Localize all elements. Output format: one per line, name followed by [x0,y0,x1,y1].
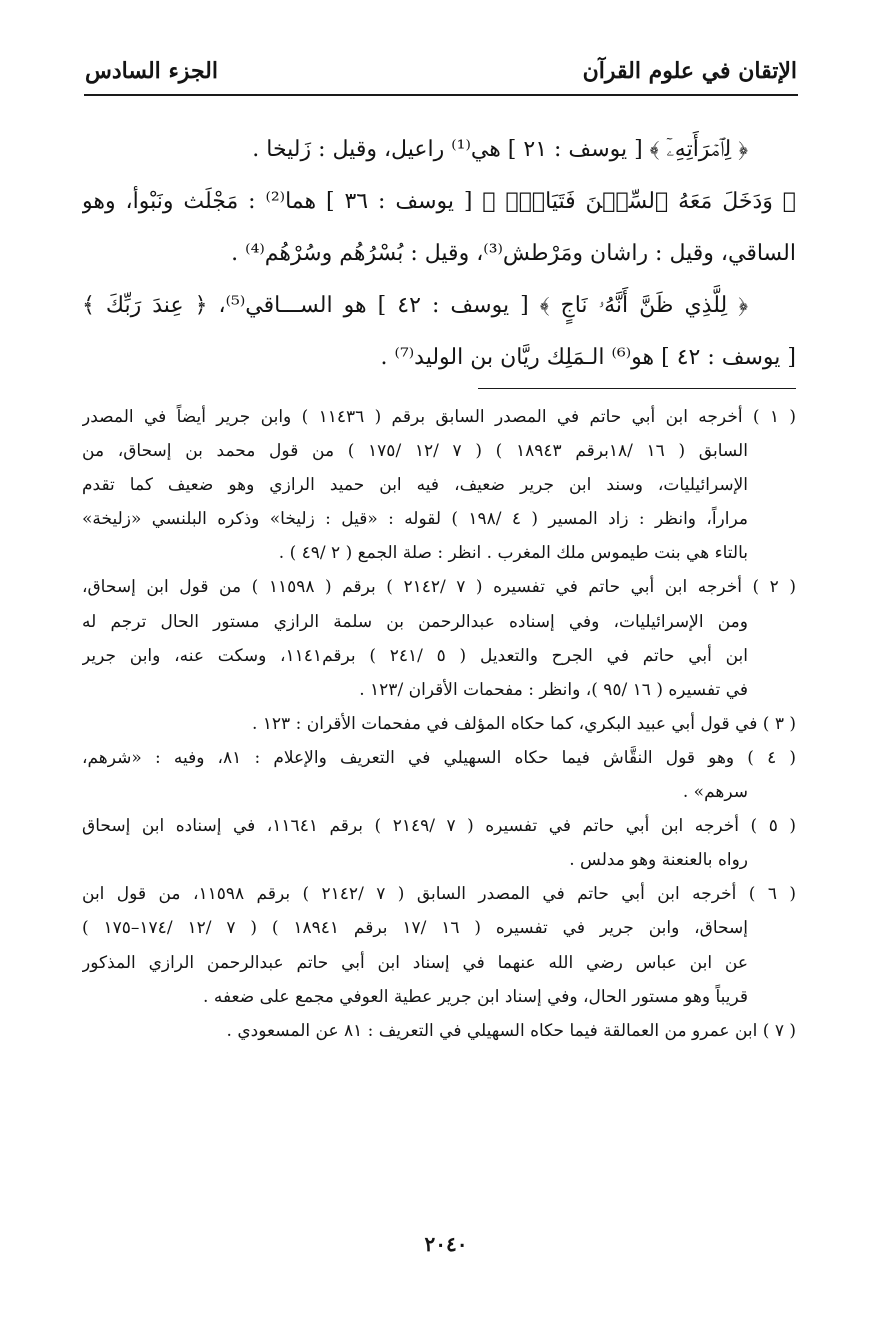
footnote-line: ( ٦ ) أخرجه ابن أبي حاتم في المصدر السابق ( ٧ /٢١٤٢ ) برقم ١١٥٩٨، من قول ابن [82,884,796,905]
footnote-line: ( ١ ) أخرجه ابن أبي حاتم في المصدر السابق برقم ( ١١٤٣٦ ) وابن جرير أيضاً في المصدر [82,407,796,427]
footnote-line: السابق ( ١٦ /١٨برقم ١٨٩٤٣ ) ( ٧ /١٢ /١٧٥ ) من قول محمد بن إسحاق، من [82,441,748,462]
footnote-line: عن ابن عباس رضي الله عنهما في إسناد ابن أبي حاتم عبدالرحمن الرازي المذكور [82,952,748,973]
main-line: ﴿ لِٱمۡرَأَتِهِۦٓ ﴾ [ يوسف : ٢١ ] هي⁽¹⁾ راعيل، وقيل : زَليخا . [252,137,748,162]
main-line: الساقي، وقيل : راشان ومَرْطش⁽³⁾، وقيل : بُسْرُهُم وسُرْهُم⁽⁴⁾ . [231,241,796,266]
footnote-line: بالتاء هي بنت طيموس ملك المغرب . انظر : صلة الجمع ( ٢ /٤٩ ) . [278,543,748,564]
footnote-line: ( ٤ ) وهو قول النقَّاش فيما حكاه السهيلي في التعريف والإعلام : ٨١، وفيه : «شرهم، [82,747,796,768]
footnote-line: ( ٣ ) في قول أبي عبيد البكري، كما حكاه المؤلف في مفحمات الأقران : ١٢٣ . [251,713,796,734]
footnote-line: سرهم» . [682,782,748,803]
footnote-2 [82,572,796,708]
footnote-4 [82,743,796,811]
footnote-rule [478,388,796,389]
footnote-line: مراراً، وانظر : زاد المسير ( ٤ /١٩٨ ) لقوله : «قيل : زليخا» وذكره البلنسي «زليخة» [82,509,748,530]
footnote-line: قريباً وهو مستور الحال، وفي إسناد ابن جرير عطية العوفي مجمع على ضعفه . [203,986,748,1007]
footnote-line: ( ٥ ) أخرجه ابن أبي حاتم في تفسيره ( ٧ /٢١٤٩ ) برقم ١١٦٤١، في إسناده ابن إسحاق [82,816,796,837]
running-header-volume: الجزء السادس [85,58,218,84]
footnote-5 [82,811,796,879]
footnote-line: رواه بالعنعنة وهو مدلس . [569,850,748,871]
main-text [82,128,796,388]
footnote-line: إسحاق، وابن جرير في تفسيره ( ١٦ /١٧ برقم ١٨٩٤١ ) ( ٧ /١٢ /١٧٤–١٧٥ ) [82,918,748,939]
running-header-title: الإتقان في علوم القرآن [582,58,797,84]
header-rule [84,94,798,96]
footnote-1 [82,402,796,572]
footnotes [82,402,796,1050]
footnote-line: ابن أبي حاتم في الجرح والتعديل ( ٥ /٢٤١ ) برقم١١٤١، وسكت عنه، وابن جرير [82,645,748,666]
main-line: ﴿ لِلَّذِي ظَنَّ أَنَّهُۥ نَاجٍ ﴾ [ يوسف : ٤٢ ] هو الســـاقي⁽⁵⁾، ﴿ عِندَ رَبِّكَ ﴾ [82,293,748,318]
footnote-6 [82,879,796,1015]
main-line: [ يوسف : ٤٢ ] هو⁽⁶⁾ الـمَلِك ريَّان بن الوليد⁽⁷⁾ . [380,345,796,370]
footnote-line: ( ٢ ) أخرجه ابن أبي حاتم في تفسيره ( ٧ /٢١٤٢ ) برقم ( ١١٥٩٨ ) من قول ابن إسحاق، [82,577,796,598]
footnote-line: ومن الإسرائيليات، وفي إسناده عبدالرحمن بن سلمة الرازي مستور الحال ترجم له [82,611,748,632]
footnote-line: ( ٧ ) ابن عمرو من العمالقة فيما حكاه السهيلي في التعريف : ٨١ عن المسعودي . [226,1020,796,1041]
main-line: ﴿ وَدَخَلَ مَعَهُ ٱلسِّجۡنَ فَتَيَانِۖ ﴾ [ يوسف : ٣٦ ] هما⁽²⁾ : مَجْلَث ونَبْوأ، وهو [82,189,796,214]
footnote-line: في تفسيره ( ١٦ /٩٥ )، وانظر : مفحمات الأقران /١٢٣ . [359,679,748,700]
footnote-3 [82,709,796,743]
footnote-line: الإسرائيليات، وسند ابن جرير ضعيف، فيه ابن حميد الرازي وهو ضعيف كما تقدم [82,475,748,496]
page-number: ٢٠٤٠ [424,1232,468,1256]
footnote-7 [82,1016,796,1050]
